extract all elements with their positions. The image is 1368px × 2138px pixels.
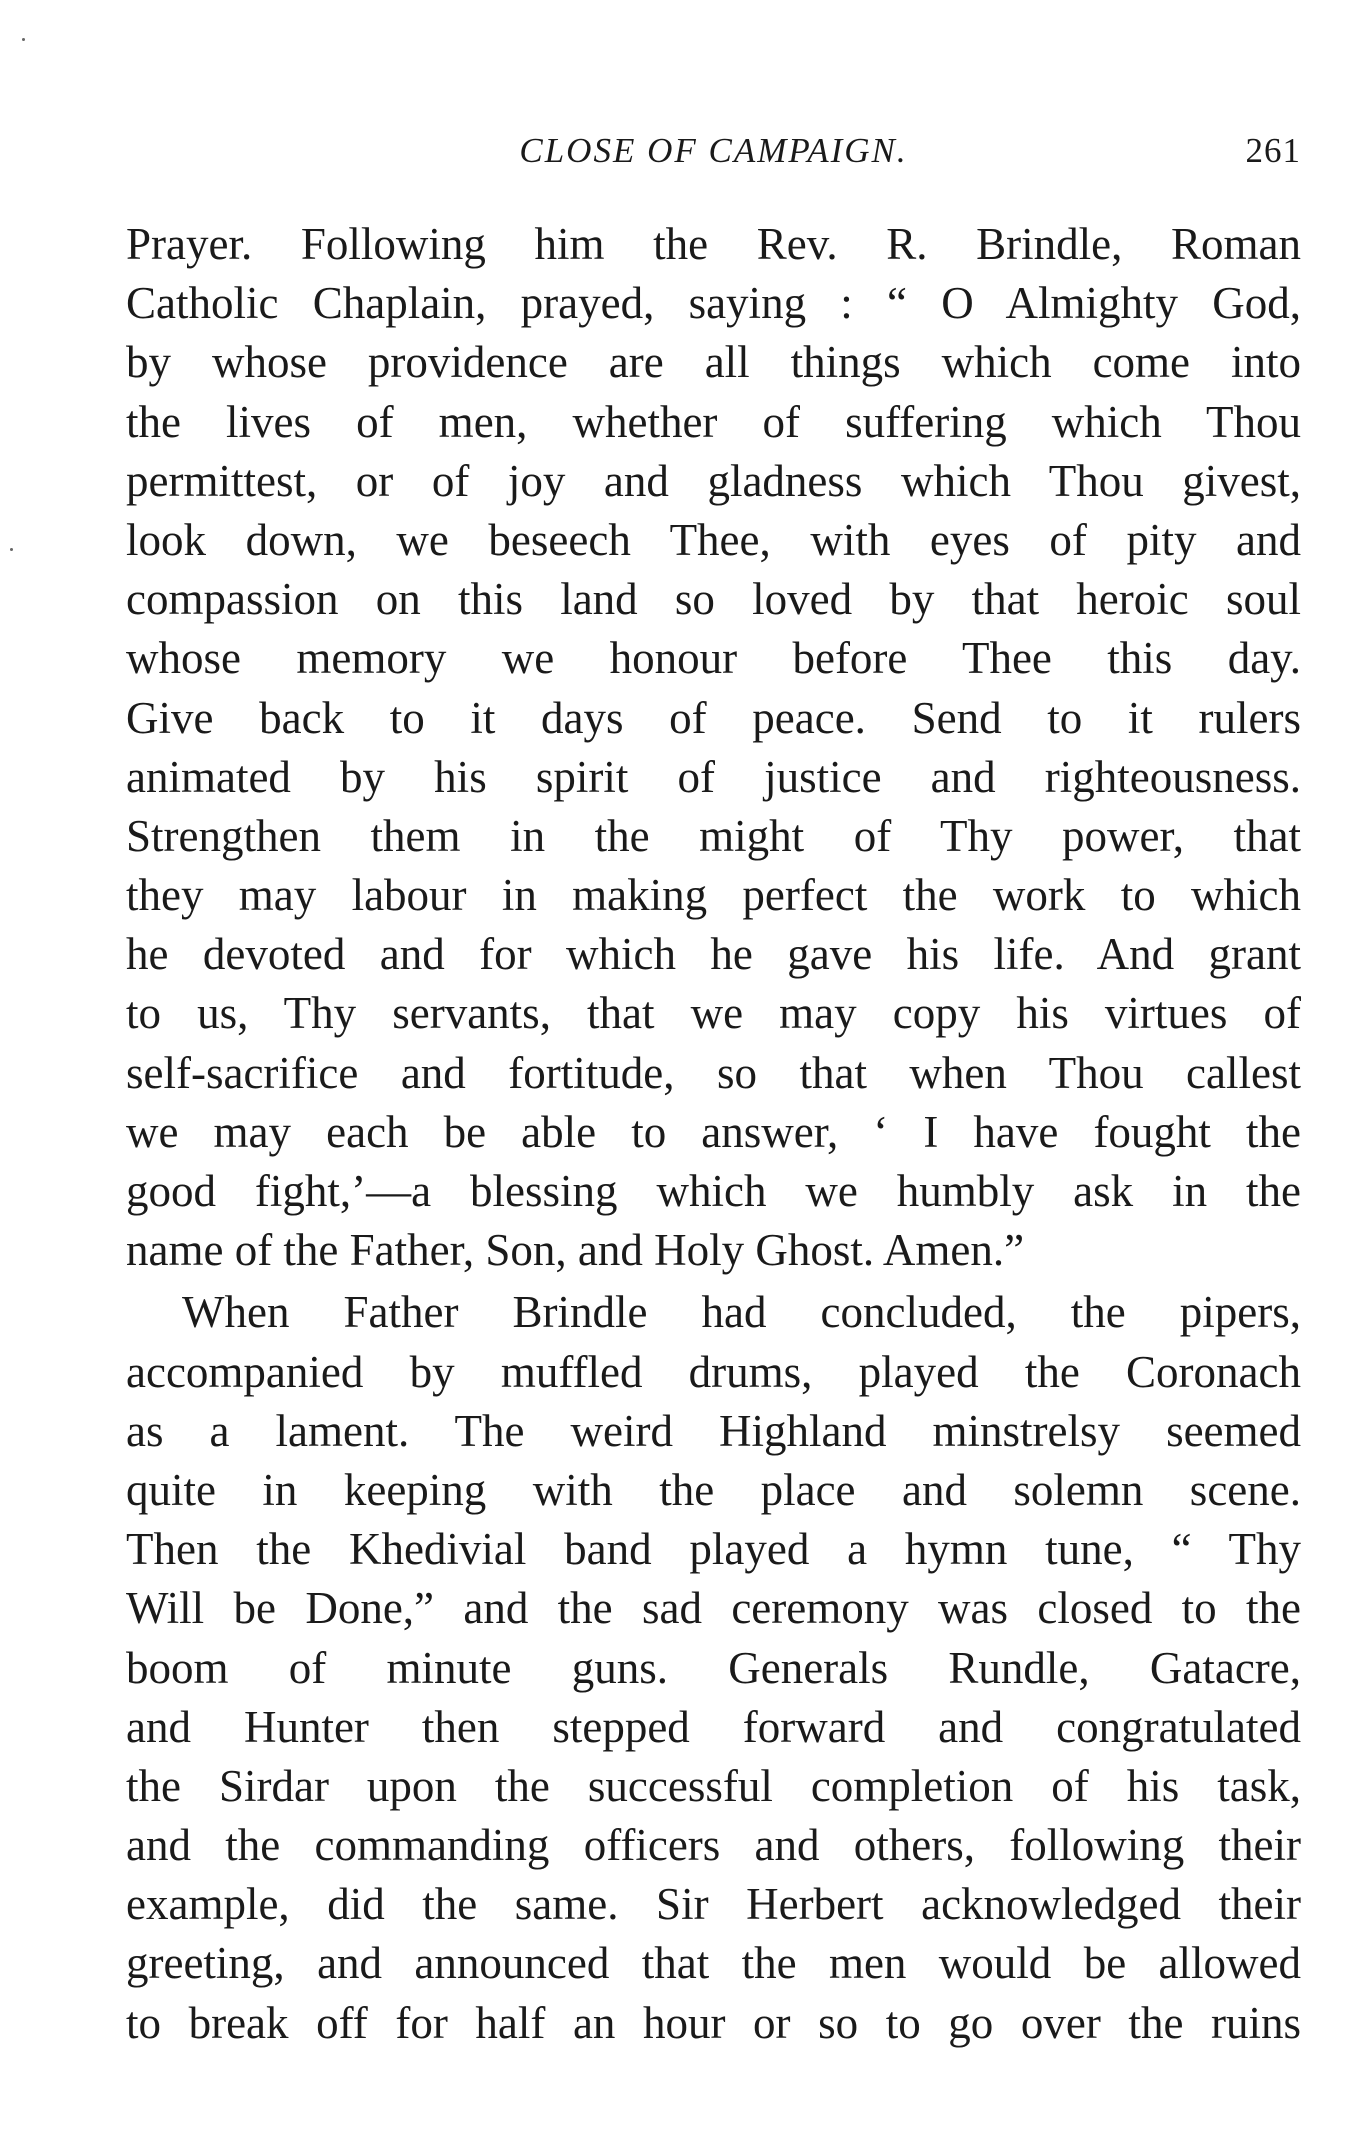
text-line: Strengthen them in the might of Thy power, that (126, 810, 1301, 861)
text-line: they may labour in making perfect the work to which (126, 870, 1301, 921)
text-line: greeting, and announced that the men would be allowed (126, 1938, 1301, 1989)
text-line: boom of minute guns. Generals Rundle, Gatacre, (126, 1642, 1301, 1693)
text-line: we may each be able to answer, ‘ I have fought the (126, 1106, 1301, 1157)
text-line: Prayer. Following him the Rev. R. Brindle, Roman (126, 219, 1301, 269)
text-line: good fight,’—a blessing which we humbly ask in the (126, 1166, 1301, 1216)
text-line: Give back to it days of peace. Send to it rulers (126, 692, 1301, 743)
text-line: quite in keeping with the place and solemn scene. (126, 1464, 1301, 1515)
text-line: he devoted and for which he gave his life. And grant (126, 929, 1301, 980)
text-line: and Hunter then stepped forward and congratulated (126, 1701, 1301, 1752)
text-line: self-sacrifice and fortitude, so that when Thou callest (126, 1047, 1301, 1098)
body-text (126, 215, 1301, 2053)
text-line: and the commanding officers and others, following their (126, 1820, 1301, 1871)
text-line: by whose providence are all things which come into (126, 337, 1301, 388)
text-line: as a lament. The weird Highland minstrelsy seemed (126, 1405, 1301, 1456)
text-line: look down, we beseech Thee, with eyes of pity and (126, 514, 1301, 565)
text-line: compassion on this land so loved by that heroic soul (126, 574, 1301, 625)
text-line: to us, Thy servants, that we may copy his virtues of (126, 988, 1301, 1039)
text-line: permittest, or of joy and gladness which Thou givest, (126, 455, 1301, 506)
paragraph-ceremony (126, 1283, 1301, 2052)
text-line: animated by his spirit of justice and righteousness. (126, 751, 1301, 802)
text-line: accompanied by muffled drums, played the Coronach (126, 1346, 1301, 1397)
text-line: to break off for half an hour or so to go over the ruins (126, 1997, 1301, 2048)
running-head (126, 126, 1301, 176)
text-line: Then the Khedivial band played a hymn tune, “ Thy (126, 1524, 1301, 1575)
text-line: the lives of men, whether of suffering which Thou (126, 396, 1301, 447)
text-line: Catholic Chaplain, prayed, saying : “ O Almighty God, (126, 278, 1301, 329)
paragraph-prayer (126, 215, 1301, 1280)
text-line: whose memory we honour before Thee this day. (126, 633, 1301, 684)
text-line: example, did the same. Sir Herbert acknowledged their (126, 1879, 1301, 1930)
page-number: 261 (1245, 131, 1301, 170)
text-line: Will be Done,” and the sad ceremony was closed to the (126, 1583, 1301, 1634)
text-line: the Sirdar upon the successful completion of his task, (126, 1760, 1301, 1811)
running-title: CLOSE OF CAMPAIGN. (519, 131, 908, 170)
text-line: name of the Father, Son, and Holy Ghost. Amen.” (126, 1225, 1025, 1276)
text-line: When Father Brindle had concluded, the pipers, (182, 1287, 1301, 1338)
